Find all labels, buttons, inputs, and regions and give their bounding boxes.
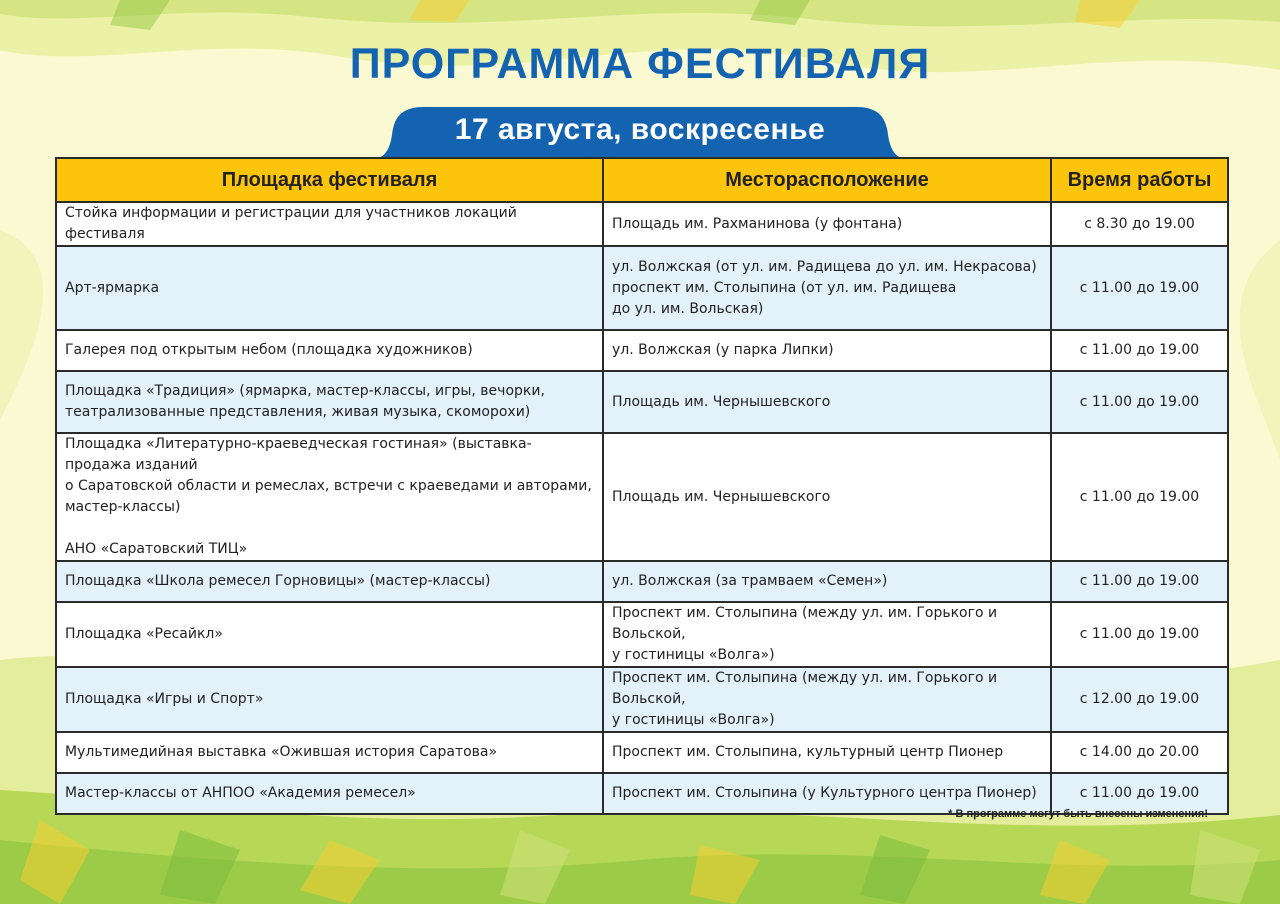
page-title: ПРОГРАММА ФЕСТИВАЛЯ: [349, 40, 931, 88]
place-cell: Площадка «Ресайкл»: [56, 602, 603, 667]
location-cell: Площадь им. Чернышевского: [603, 371, 1051, 433]
location-cell: ул. Волжская (у парка Липки): [603, 330, 1051, 371]
place-cell: Галерея под открытым небом (площадка художников): [56, 330, 603, 371]
place-cell: Площадка «Традиция» (ярмарка, мастер-классы, игры, вечорки, театрализованные представления, живая музыка, скоморохи): [56, 371, 603, 433]
table-header-row: [56, 158, 1228, 202]
place-cell: Площадка «Школа ремесел Горновицы» (мастер-классы): [56, 561, 603, 602]
table-row: [56, 561, 1228, 602]
location-cell: Проспект им. Столыпина, культурный центр Пионер: [603, 732, 1051, 773]
footnote: * В программе могут быть внесены изменения!: [948, 808, 1208, 820]
time-cell: с 14.00 до 20.00: [1051, 732, 1228, 773]
table-row: [56, 330, 1228, 371]
location-cell: Проспект им. Столыпина (между ул. им. Горького и Вольской, у гостиницы «Волга»): [603, 602, 1051, 667]
time-cell: с 11.00 до 19.00: [1051, 602, 1228, 667]
location-cell: ул. Волжская (за трамваем «Семен»): [603, 561, 1051, 602]
place-cell: Площадка «Литературно-краеведческая гостиная» (выставка-продажа изданий о Саратовской области и ремеслах, встречи с краеведами и авторами, мастер-классы) АНО «Саратовский ТИЦ»: [56, 433, 603, 561]
location-cell: Проспект им. Столыпина (между ул. им. Горького и Вольской, у гостиницы «Волга»): [603, 667, 1051, 732]
time-cell: с 11.00 до 19.00: [1051, 773, 1228, 814]
column-header-place: Площадка фестиваля: [56, 158, 603, 202]
time-cell: с 12.00 до 19.00: [1051, 667, 1228, 732]
column-header-location: Месторасположение: [603, 158, 1051, 202]
time-cell: с 8.30 до 19.00: [1051, 202, 1228, 246]
place-cell: Мастер-классы от АНПОО «Академия ремесел»: [56, 773, 603, 814]
place-cell: Площадка «Игры и Спорт»: [56, 667, 603, 732]
location-cell: Площадь им. Чернышевского: [603, 433, 1051, 561]
column-header-time: Время работы: [1051, 158, 1228, 202]
table-row: [56, 602, 1228, 667]
location-cell: Площадь им. Рахманинова (у фонтана): [603, 202, 1051, 246]
place-cell: Мультимедийная выставка «Ожившая история Саратова»: [56, 732, 603, 773]
time-cell: с 11.00 до 19.00: [1051, 561, 1228, 602]
table-row: [56, 433, 1228, 561]
date-label: 17 августа, воскресенье: [454, 113, 826, 146]
date-banner: [372, 107, 908, 159]
table-row: [56, 371, 1228, 433]
table-row: [56, 202, 1228, 246]
place-cell: Стойка информации и регистрации для участников локаций фестиваля: [56, 202, 603, 246]
table-row: [56, 246, 1228, 330]
time-cell: с 11.00 до 19.00: [1051, 246, 1228, 330]
location-cell: Проспект им. Столыпина (у Культурного центра Пионер): [603, 773, 1051, 814]
location-cell: ул. Волжская (от ул. им. Радищева до ул. им. Некрасова) проспект им. Столыпина (от ул. им. Радищева до ул. им. Вольская): [603, 246, 1051, 330]
place-cell: Арт-ярмарка: [56, 246, 603, 330]
table-row: [56, 732, 1228, 773]
time-cell: с 11.00 до 19.00: [1051, 433, 1228, 561]
time-cell: с 11.00 до 19.00: [1051, 330, 1228, 371]
festival-schedule-table: [55, 157, 1229, 815]
time-cell: с 11.00 до 19.00: [1051, 371, 1228, 433]
table-row: [56, 667, 1228, 732]
